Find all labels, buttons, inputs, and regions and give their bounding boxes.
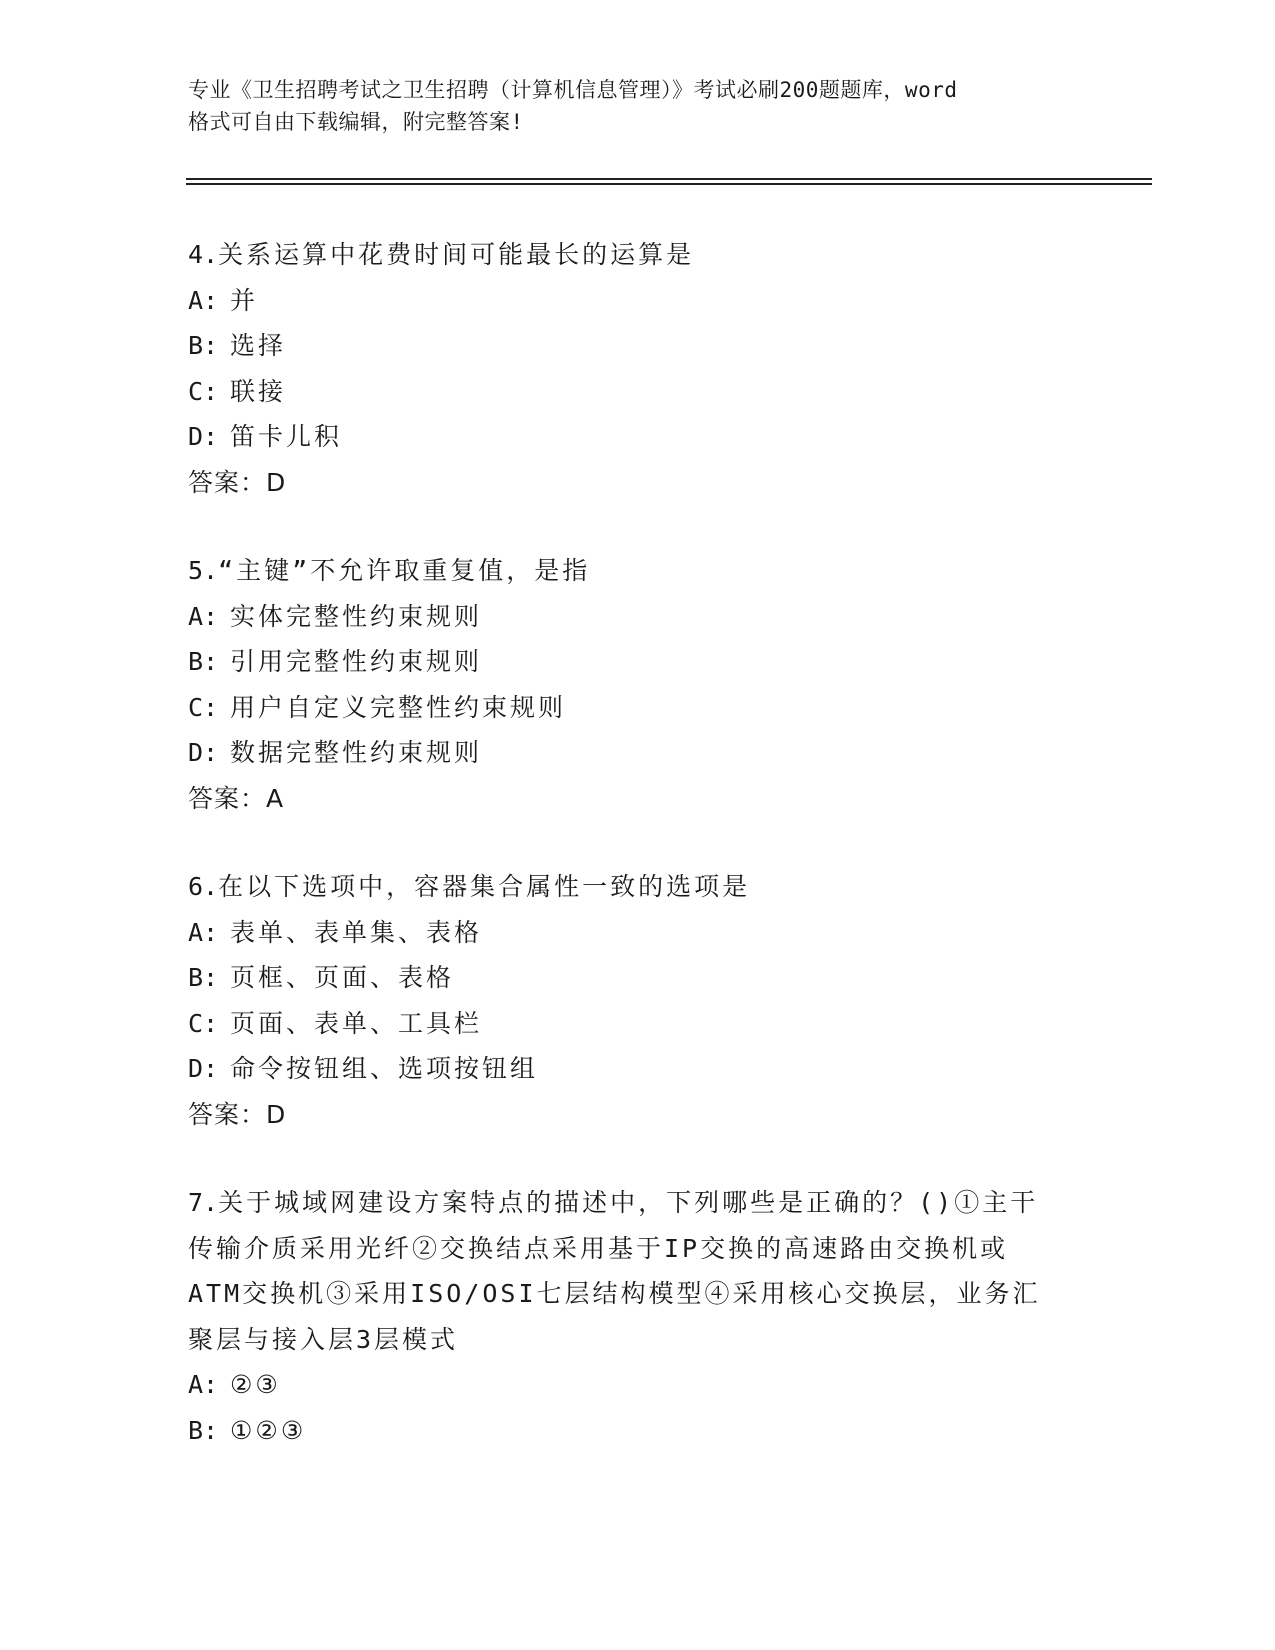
option-d <box>188 1046 1088 1092</box>
option-key: B: <box>188 647 219 676</box>
question-7 <box>188 1180 1088 1453</box>
option-text: 联接 <box>230 376 287 406</box>
option-text: 页面、表单、工具栏 <box>230 1008 483 1038</box>
question-7-line-4: 聚层与接入层3层模式 <box>188 1324 459 1354</box>
option-d <box>188 730 1088 776</box>
answer-label: 答案： <box>188 1099 267 1129</box>
option-b <box>188 1408 1088 1454</box>
option-text: 实体完整性约束规则 <box>230 601 483 631</box>
option-c <box>188 1001 1088 1047</box>
option-a <box>188 910 1088 956</box>
option-key: A: <box>188 601 219 631</box>
question-number: 5. <box>188 556 219 585</box>
option-key: B: <box>188 963 219 992</box>
header-divider-bottom <box>186 183 1152 185</box>
option-b <box>188 639 1088 685</box>
option-text: 用户自定义完整性约束规则 <box>230 692 567 722</box>
option-key: B: <box>188 331 219 360</box>
option-key: A: <box>188 1370 219 1399</box>
answer-line <box>188 776 1088 822</box>
option-text: 并 <box>230 285 259 315</box>
option-text: 数据完整性约束规则 <box>230 738 483 767</box>
answer-line <box>188 1092 1088 1138</box>
question-4 <box>188 232 1088 505</box>
option-text: 页框、页面、表格 <box>230 963 455 992</box>
option-b <box>188 955 1088 1001</box>
option-key: D: <box>188 738 219 767</box>
option-a <box>188 594 1088 640</box>
question-number: 7. <box>188 1188 219 1217</box>
option-text: 表单、表单集、表格 <box>230 917 483 947</box>
option-key: A: <box>188 285 219 315</box>
option-key: C: <box>188 376 219 406</box>
option-a <box>188 1362 1088 1408</box>
answer-label: 答案： <box>188 783 267 813</box>
question-stem: 关系运算中花费时间可能最长的运算是 <box>218 240 695 269</box>
answer-value: D <box>266 467 287 497</box>
answer-value: D <box>266 1099 287 1129</box>
option-key: D: <box>188 1054 219 1083</box>
answer-label: 答案： <box>188 467 267 497</box>
option-c <box>188 685 1088 731</box>
question-6 <box>188 864 1088 1137</box>
option-text: 命令按钮组、选项按钮组 <box>230 1054 539 1083</box>
question-4-text <box>188 232 1088 278</box>
question-5-text <box>188 548 1088 594</box>
header-line-1: 专业《卫生招聘考试之卫生招聘（计算机信息管理）》考试必刷200题题库，word <box>188 78 958 102</box>
header-divider-top <box>186 178 1152 180</box>
header-line-2: 格式可自由下载编辑，附完整答案! <box>188 110 524 134</box>
question-6-text <box>188 864 1088 910</box>
option-key: C: <box>188 692 219 722</box>
option-d <box>188 414 1088 460</box>
option-text: 选择 <box>230 331 287 360</box>
question-number: 4. <box>188 240 219 269</box>
question-5 <box>188 548 1088 821</box>
question-stem: “主键”不允许取重复值，是指 <box>218 556 591 585</box>
option-text: 笛卡儿积 <box>230 422 343 451</box>
option-text: 引用完整性约束规则 <box>230 647 483 676</box>
question-7-line-1 <box>188 1180 1088 1226</box>
answer-value: A <box>266 783 285 813</box>
question-stem: 在以下选项中，容器集合属性一致的选项是 <box>218 872 751 901</box>
option-text: ①②③ <box>230 1415 307 1445</box>
question-list <box>188 232 1088 1496</box>
option-a <box>188 278 1088 324</box>
option-text: ②③ <box>230 1370 281 1399</box>
answer-line <box>188 460 1088 506</box>
option-key: B: <box>188 1415 219 1445</box>
option-key: D: <box>188 422 219 451</box>
option-b <box>188 323 1088 369</box>
question-7-line-3: ATM交换机③采用ISO/OSI七层结构模型④采用核心交换层，业务汇 <box>188 1279 1041 1308</box>
option-key: C: <box>188 1008 219 1038</box>
question-stem: 关于城域网建设方案特点的描述中，下列哪些是正确的？()①主干 <box>218 1188 1039 1217</box>
question-7-line-2: 传输介质采用光纤②交换结点采用基于IP交换的高速路由交换机或 <box>188 1233 1009 1263</box>
option-key: A: <box>188 917 219 947</box>
question-number: 6. <box>188 872 219 901</box>
option-c <box>188 369 1088 415</box>
document-header <box>188 74 1108 138</box>
